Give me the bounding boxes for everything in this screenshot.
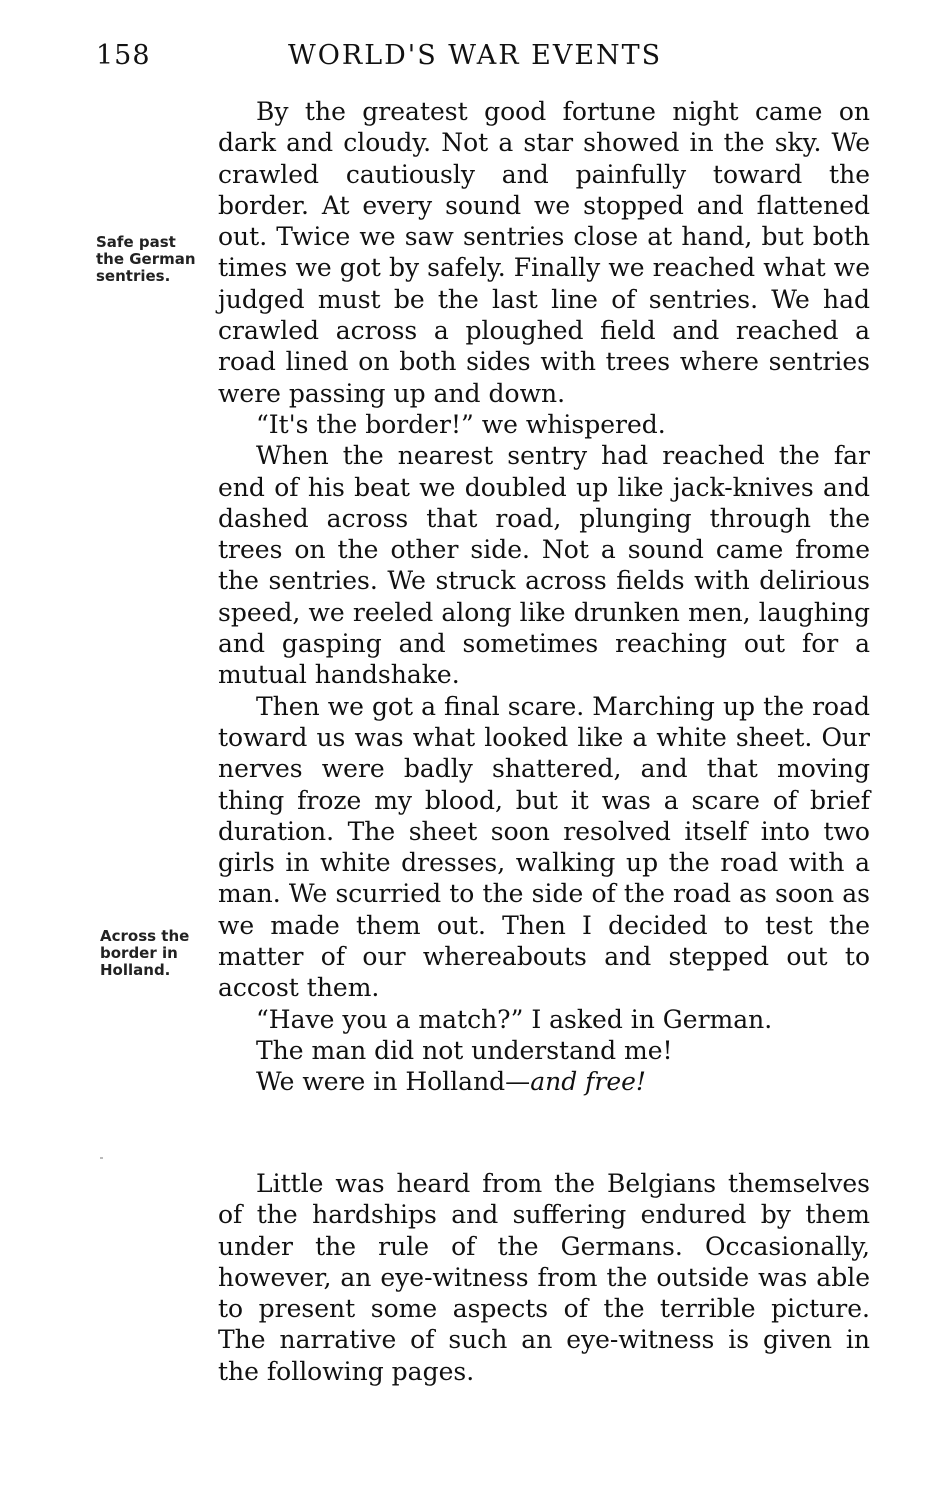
paragraph: “Have you a match?” I asked in German. — [256, 1004, 773, 1034]
paragraph: Then we got a final scare. Marching up the road toward us was what looked like a white sheet. Our nerves were badly shattered, and that moving thing froze my blood, but it was a scare of brief duration. The sheet soon resolved itself into two girls in white dresses, walking up the road with a man. We scurried to the side of the road as soon as we made them out. Then I decided to test the matter of our whereabouts and stepped out to accost them. — [218, 691, 870, 1003]
running-title: WORLD'S WAR EVENTS — [288, 40, 663, 71]
paragraph: “It's the border!” we whispered. — [256, 409, 666, 439]
paragraph — [218, 1066, 870, 1097]
margin-note-holland: Across the border in Holland. — [100, 927, 190, 979]
paragraph: The man did not understand me! — [256, 1035, 673, 1065]
paragraph-text: We were in Holland— — [256, 1067, 531, 1097]
margin-note-sentries: Safe past the German sentries. — [96, 233, 196, 285]
emphasis-text: and free! — [530, 1067, 646, 1097]
closing-text — [218, 1168, 870, 1387]
paragraph: When the nearest sentry had reached the far end of his beat we doubled up like jack-knives and dashed across that road, plunging through the trees on the other side. Not a sound came frome the sentries. We struck across fields with delirious speed, we reeled along like drunken men, laughing and gasping and sometimes reaching out for a mutual handshake. — [218, 441, 870, 690]
page-header — [0, 40, 950, 80]
paragraph: Little was heard from the Belgians themselves of the hardships and suffering endured by them under the rule of the Germans. Occasionally, however, an eye-witness from the outside was able to present some aspects of the terrible picture. The narrative of such an eye-witness is given in the following pages. — [218, 1169, 870, 1386]
separator — [100, 1157, 103, 1159]
main-text — [218, 96, 870, 1098]
page-number: 158 — [96, 40, 151, 71]
paragraph: By the greatest good fortune night came on dark and cloudy. Not a star showed in the sky. We crawled cautiously and painfully toward the border. At every sound we stopped and flattened out. Twice we saw sentries close at hand, but both times we got by safely. Finally we reached what we judged must be the last line of sentries. We had crawled across a ploughed field and reached a road lined on both sides with trees where sentries were passing up and down. — [218, 97, 870, 408]
